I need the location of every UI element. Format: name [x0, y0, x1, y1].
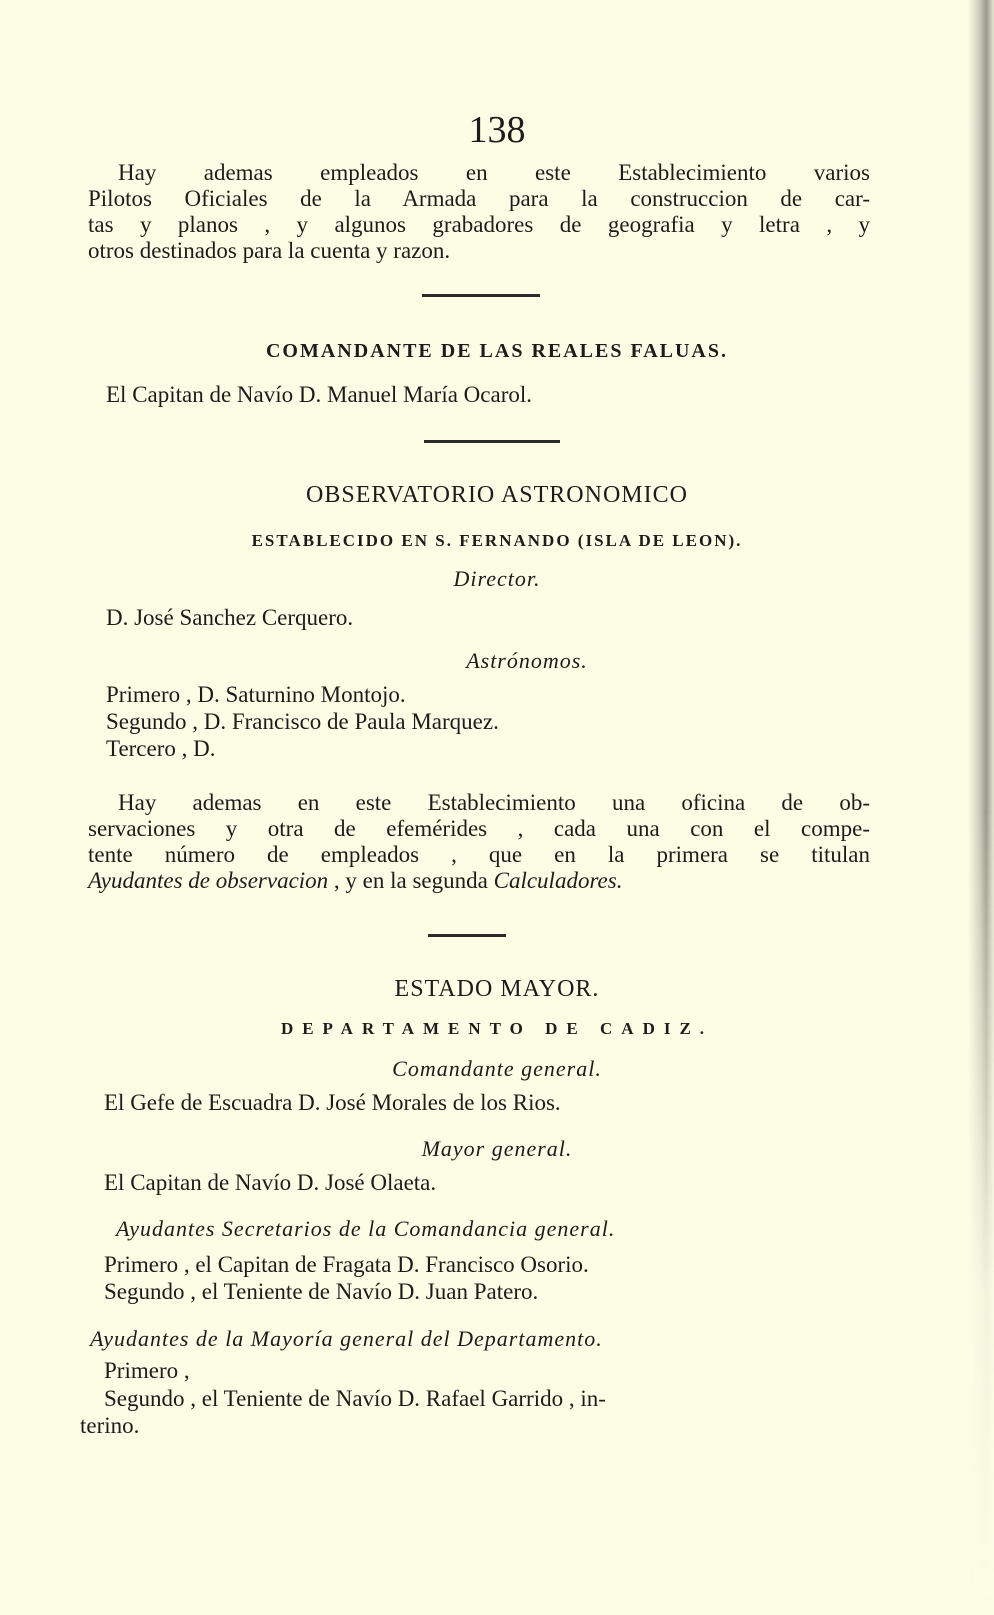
page-edge-shadow — [968, 0, 994, 1615]
departamento-subheading: DEPARTAMENTO DE CADIZ. — [280, 1019, 714, 1038]
comandante-label: Comandante general. — [392, 1056, 602, 1081]
director-name: D. José Sanchez Cerquero. — [106, 605, 354, 630]
astronomo-entry: Segundo , D. Francisco de Paula Marquez. — [106, 709, 499, 734]
section-heading-estado-mayor: ESTADO MAYOR. — [394, 976, 600, 1002]
observatorio-paragraph — [88, 790, 870, 894]
secretario-entry: Primero , el Capitan de Fragata D. Francisco Osorio. — [104, 1252, 589, 1277]
astronomo-entry: Primero , D. Saturnino Montojo. — [106, 682, 406, 707]
secretario-entry: Segundo , el Teniente de Navío D. Juan Patero. — [104, 1279, 539, 1304]
mayoria-entry: Primero , — [104, 1358, 190, 1383]
connecting-text: , y en la segunda — [328, 868, 494, 893]
secretarios-label: Ayudantes Secretarios de la Comandancia general. — [116, 1216, 616, 1241]
intro-line: Hay ademas empleados en este Establecimiento varios — [118, 160, 870, 185]
astronomos-label: Astrónomos. — [466, 648, 588, 673]
italic-term: Calculadores. — [493, 868, 623, 893]
observatorio-subheading: ESTABLECIDO EN S. FERNANDO (ISLA DE LEON). — [251, 531, 743, 550]
mayor-entry: El Capitan de Navío D. José Olaeta. — [104, 1170, 437, 1195]
faluas-entry: El Capitan de Navío D. Manuel María Ocarol. — [106, 382, 533, 407]
section-heading-observatorio: OBSERVATORIO ASTRONOMICO — [306, 482, 688, 508]
section-divider — [428, 934, 506, 937]
intro-line: Pilotos Oficiales de la Armada para la construccion de car- — [88, 186, 870, 211]
mayoria-entry: terino. — [80, 1413, 140, 1438]
director-label: Director. — [453, 566, 541, 591]
page-number: 138 — [468, 109, 526, 151]
italic-term: Ayudantes de observacion — [88, 868, 329, 893]
intro-line: otros destinados para la cuenta y razon. — [88, 238, 451, 263]
mayoria-label: Ayudantes de la Mayoría general del Departamento. — [90, 1326, 603, 1351]
observatorio-last-line — [88, 868, 870, 894]
section-divider — [424, 440, 560, 443]
intro-line: tas y planos , y algunos grabadores de geografia y letra , y — [88, 212, 870, 237]
observatorio-line: tente número de empleados , que en la primera se titulan — [88, 842, 870, 867]
observatorio-line: servaciones y otra de efemérides , cada una con el compe- — [88, 816, 870, 841]
observatorio-line: Hay ademas en este Establecimiento una oficina de ob- — [118, 790, 870, 815]
section-heading-faluas: COMANDANTE DE LAS REALES FALUAS. — [265, 340, 729, 362]
section-divider — [422, 294, 540, 297]
mayor-label: Mayor general. — [421, 1136, 573, 1161]
astronomo-entry: Tercero , D. — [106, 736, 216, 761]
comandante-entry: El Gefe de Escuadra D. José Morales de los Rios. — [104, 1090, 561, 1115]
mayoria-entry: Segundo , el Teniente de Navío D. Rafael Garrido , in- — [104, 1386, 606, 1411]
intro-paragraph — [88, 160, 870, 264]
